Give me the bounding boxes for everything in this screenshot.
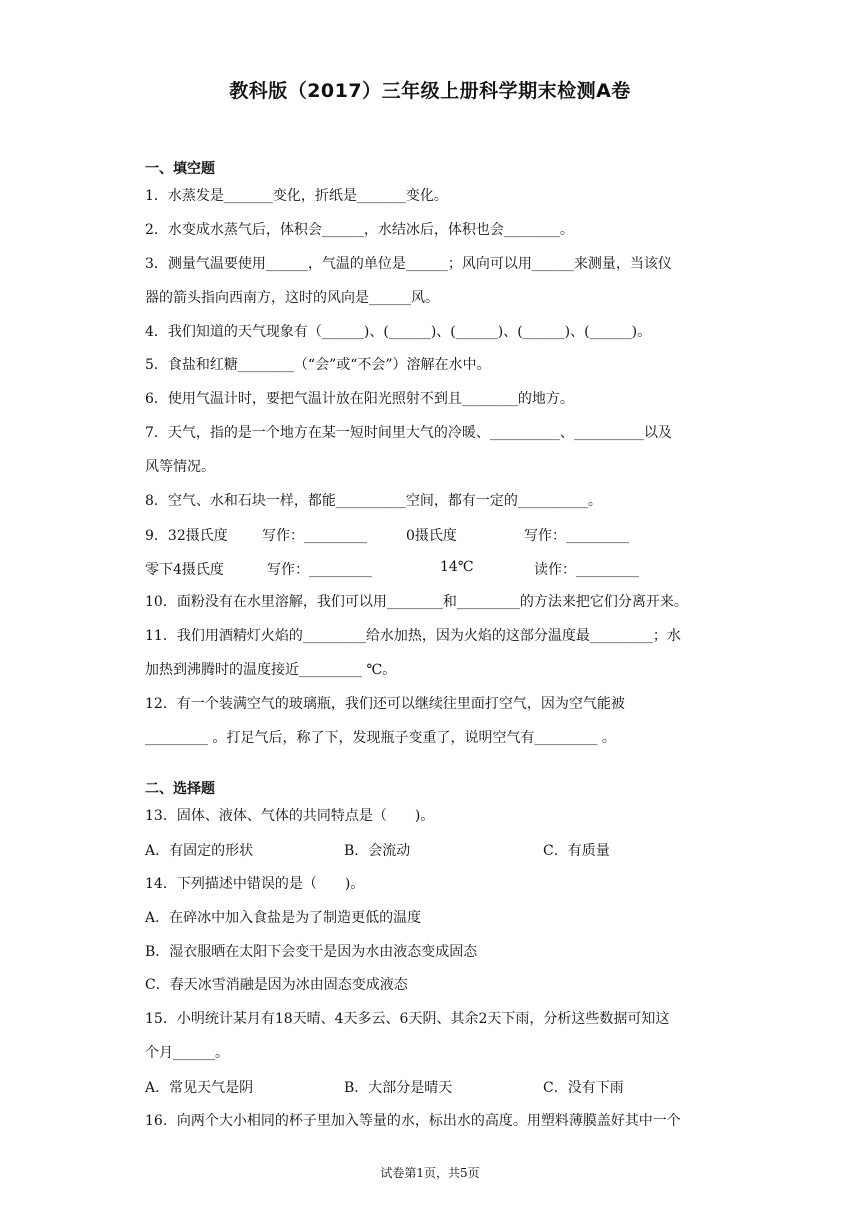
question-9-item-3: 零下4摄氏度 <box>145 562 224 578</box>
question-15-line-1: 15．小明统计某月有18天晴、4天多云、6天阴、其余2天下雨，分析这些数据可知这 <box>145 1011 670 1027</box>
question-2: 2．水变成水蒸气后，体积会______，水结冰后，体积也会________。 <box>145 222 574 238</box>
question-14-option-b: B．湿衣服晒在太阳下会变干是因为水由液态变成固态 <box>145 944 478 960</box>
question-3-line-2: 器的箭头指向西南方，这时的风向是______风。 <box>145 290 439 306</box>
question-7-line-1: 7．天气，指的是一个地方在某一短时间里大气的冷暖、__________、__________以及 <box>145 425 672 441</box>
question-15-line-2: 个月______。 <box>145 1045 229 1061</box>
question-13-option-b: B．会流动 <box>344 843 411 859</box>
question-6: 6．使用气温计时，要把气温计放在阳光照射不到且________的地方。 <box>145 391 574 407</box>
question-15-option-b: B．大部分是晴天 <box>344 1080 453 1096</box>
page-footer: 试卷第1页，共5页 <box>380 1166 480 1180</box>
question-9-read-4: 读作：_________ <box>534 562 639 578</box>
question-14: 14．下列描述中错误的是（ )。 <box>145 876 365 892</box>
question-11-line-1: 11．我们用酒精灯火焰的_________给水加热，因为火焰的这部分温度最_________；水 <box>145 628 681 644</box>
question-7-line-2: 风等情况。 <box>145 459 215 475</box>
question-9-write-1: 写作：_________ <box>262 528 367 544</box>
question-16: 16．向两个大小相同的杯子里加入等量的水，标出水的高度。用塑料薄膜盖好其中一个 <box>145 1113 681 1129</box>
question-12-line-1: 12．有一个装满空气的玻璃瓶，我们还可以继续往里面打空气，因为空气能被 <box>145 696 625 712</box>
question-15-option-c: C．没有下雨 <box>543 1080 624 1096</box>
question-5: 5．食盐和红糖________（“会”或“不会”）溶解在水中。 <box>145 357 491 373</box>
question-15-option-a: A．常见天气是阴 <box>145 1080 254 1096</box>
question-3-line-1: 3．测量气温要使用______，气温的单位是______；风向可以用______来测量，当该仪 <box>145 256 672 272</box>
question-11-line-2: 加热到沸腾时的温度接近_________ ℃。 <box>145 662 397 678</box>
question-9-item-1: 9．32摄氏度 <box>145 528 228 544</box>
section-heading-fill-in: 一、填空题 <box>145 161 215 177</box>
question-4: 4．我们知道的天气现象有（______)、(______)、(______)、(______)、(______)。 <box>145 324 652 340</box>
question-13-option-a: A．有固定的形状 <box>145 843 254 859</box>
question-14-option-c: C．春天冰雪消融是因为冰由固态变成液态 <box>145 977 408 993</box>
question-13: 13．固体、液体、气体的共同特点是（ )。 <box>145 808 435 824</box>
question-9-item-4: 14℃ <box>440 559 474 575</box>
page-title: 教科版（2017）三年级上册科学期末检测A卷 <box>229 80 631 102</box>
question-9-write-3: 写作：_________ <box>267 562 372 578</box>
question-8: 8．空气、水和石块一样，都能__________空间，都有一定的__________。 <box>145 493 602 509</box>
question-14-option-a: A．在碎冰中加入食盐是为了制造更低的温度 <box>145 910 422 926</box>
question-13-option-c: C．有质量 <box>543 843 610 859</box>
question-10: 10．面粉没有在水里溶解，我们可以用________和_________的方法来把它们分离开来。 <box>145 594 688 610</box>
question-12-line-2: _________ 。打足气后，称了下，发现瓶子变重了，说明空气有_________ 。 <box>145 730 616 746</box>
question-1: 1．水蒸发是_______变化，折纸是_______变化。 <box>145 188 448 204</box>
question-9-write-2: 写作：_________ <box>524 528 629 544</box>
section-heading-multiple-choice: 二、选择题 <box>145 781 215 797</box>
question-9-item-2: 0摄氏度 <box>406 528 457 544</box>
